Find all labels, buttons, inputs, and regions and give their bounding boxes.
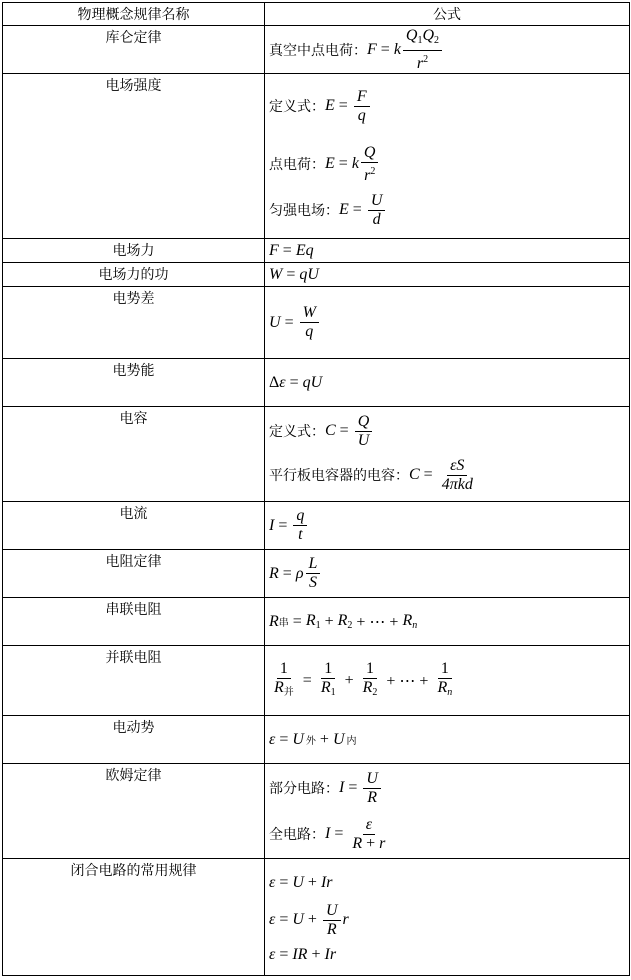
parallel-sub-label: 并 xyxy=(283,686,294,698)
row-formula-field: 定义式： E = $\frac{F}{q}$ 点电荷： E = k $\frac{Q}{r^2}$ 匀强电场： E = $\frac{U}{d}$ xyxy=(265,74,630,239)
row-formula-closed: ε = U + Ir ε = U + $\frac{U}{R}$ r ε = IR + Ir xyxy=(265,859,630,976)
row-formula-resistance-law: R = ρ $\frac{L}{S}$ xyxy=(265,550,630,598)
row-name-emf: 电动势 xyxy=(3,716,265,764)
row-formula-parallel: $\frac{1}{\text{R并}}$ = $\frac{1}{R_1}$ + $\frac{1}{R_2}$ + ⋯ + $\frac{1}{Rn}$ xyxy=(265,646,630,716)
table-row xyxy=(3,407,630,502)
row-formula-coulomb: 真空中点电荷： F = k $\frac{Q_1Q_2}{r^2}$ xyxy=(265,26,630,74)
row-name-ohm: 欧姆定律 xyxy=(3,764,265,859)
row-formula-ohm: 部分电路： I = $\frac{U}{R}$ 全电路： I = $\frac{\varepsilon}{R + r}$ xyxy=(265,764,630,859)
row-name-resistance-law: 电阻定律 xyxy=(3,550,265,598)
row-formula-capacitance: 定义式： C = $\frac{Q}{U}$ 平行板电容器的电容： C = $\frac{\varepsilon S}{\text{4πkd}}$ xyxy=(265,407,630,502)
table-row xyxy=(3,550,630,598)
table-row xyxy=(3,263,630,287)
table-row xyxy=(3,764,630,859)
coulomb-label: 真空中点电荷： xyxy=(269,42,367,59)
ohm-full-label: 全电路： xyxy=(269,827,325,843)
row-formula-series: R 串 = $R_1$ + $R_2$ + ⋯ + Rn xyxy=(265,598,630,646)
row-formula-current: I = $\frac{q}{t}$ xyxy=(265,502,630,550)
table-row xyxy=(3,859,630,976)
table-row xyxy=(3,598,630,646)
table-row xyxy=(3,74,630,239)
capacitance-plate-label: 平行板电容器的电容： xyxy=(269,468,409,484)
table-row xyxy=(3,287,630,359)
row-name-potential-diff: 电势差 xyxy=(3,287,265,359)
table-row xyxy=(3,716,630,764)
row-name-field: 电场强度 xyxy=(3,74,265,239)
table-row xyxy=(3,502,630,550)
field-point-label: 点电荷： xyxy=(269,157,325,173)
table-row xyxy=(3,239,630,263)
table-row xyxy=(3,646,630,716)
row-formula-force: F = Eq xyxy=(265,239,630,263)
row-name-current: 电流 xyxy=(3,502,265,550)
row-formula-emf: ε = U 外 + U 内 xyxy=(265,716,630,764)
emf-sub-out: 外 xyxy=(305,736,316,747)
field-def-label: 定义式： xyxy=(269,99,325,115)
capacitance-def-label: 定义式： xyxy=(269,424,325,440)
row-name-parallel: 并联电阻 xyxy=(3,646,265,716)
row-name-capacitance: 电容 xyxy=(3,407,265,502)
row-name-series: 串联电阻 xyxy=(3,598,265,646)
row-formula-potential-energy: Δ ε = qU xyxy=(265,359,630,407)
header-formula: 公式 xyxy=(265,3,630,26)
row-formula-potential-diff: U = $\frac{W}{q}$ xyxy=(265,287,630,359)
formula-table xyxy=(2,2,630,976)
row-name-closed: 闭合电路的常用规律 xyxy=(3,859,265,976)
row-name-coulomb: 库仑定律 xyxy=(3,26,265,74)
header-row xyxy=(3,3,630,26)
header-name: 物理概念规律名称 xyxy=(3,3,265,26)
field-uniform-label: 匀强电场： xyxy=(269,203,339,219)
row-formula-work: W = qU xyxy=(265,263,630,287)
ohm-part-label: 部分电路： xyxy=(269,781,339,797)
table-row xyxy=(3,359,630,407)
emf-sub-in: 内 xyxy=(346,736,357,747)
row-name-potential-energy: 电势能 xyxy=(3,359,265,407)
row-name-work: 电场力的功 xyxy=(3,263,265,287)
table-row xyxy=(3,26,630,74)
series-sub-label: 串 xyxy=(278,618,289,629)
row-name-force: 电场力 xyxy=(3,239,265,263)
